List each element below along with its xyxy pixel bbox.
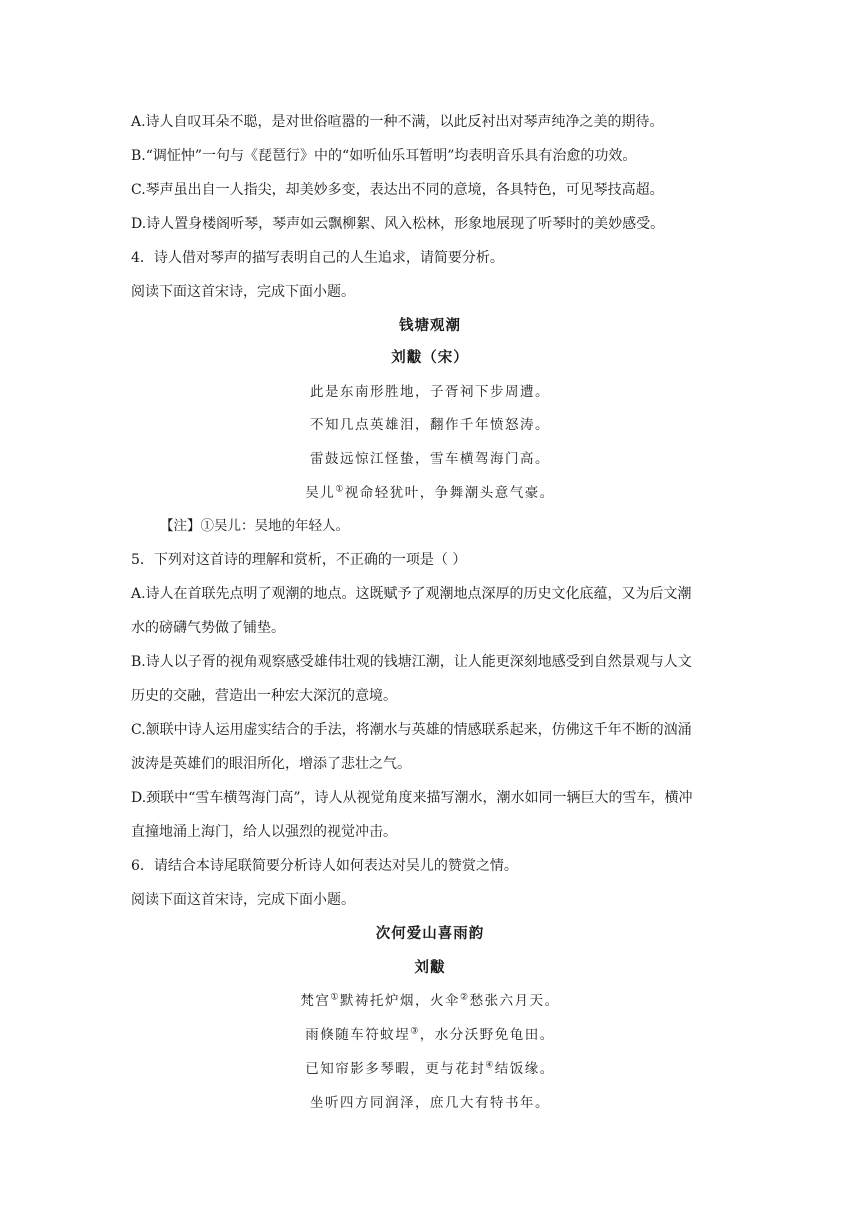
footnote-marker-1: ① bbox=[330, 992, 340, 1003]
poem1-line-2: 不知几点英雄泪，翻作千年愤怒涛。 bbox=[310, 417, 550, 433]
footnote-marker-1: ① bbox=[335, 484, 345, 495]
reading-intro-1: 阅读下面这首宋诗，完成下面小题。 bbox=[131, 284, 355, 300]
poem2-line-1-b: 默祷托炉烟，火伞 bbox=[340, 993, 460, 1009]
poem2-line-1-c: 愁张六月天。 bbox=[469, 993, 560, 1009]
question-4: 4．诗人借对琴声的描写表明自己的人生追求，请简要分析。 bbox=[131, 250, 504, 266]
question-6: 6．请结合本诗尾联简要分析诗人如何表达对吴儿的赞赏之情。 bbox=[131, 858, 518, 874]
reading-intro-2: 阅读下面这首宋诗，完成下面小题。 bbox=[131, 892, 355, 908]
q5-option-b-line-1: B.诗人以子胥的视角观察感受雄伟壮观的钱塘江潮，让人能更深刻地感受到自然景观与人文 bbox=[131, 654, 692, 670]
poem1-line-4 bbox=[0, 483, 860, 503]
poem2-line-1-a: 梵宫 bbox=[300, 993, 331, 1009]
poem1-line-4-post: 视命轻犹叶，争舞潮头意气豪。 bbox=[344, 485, 555, 501]
poem2-line-2-a: 雨倏随车符蚊埕 bbox=[305, 1027, 411, 1043]
poem2-title: 次何爱山喜雨韵 bbox=[375, 925, 485, 942]
footnote-marker-2: ② bbox=[460, 992, 470, 1003]
q3-option-c: C.琴声虽出自一人指尖，却美妙多变，表达出不同的意境，各具特色，可见琴技高超。 bbox=[131, 182, 664, 198]
q5-option-d-line-1: D.颈联中“雪车横驾海门高”，诗人从视觉角度来描写潮水，潮水如同一辆巨大的雪车，横冲 bbox=[131, 790, 693, 806]
q5-option-d-line-2: 直撞地涌上海门，给人以强烈的视觉冲击。 bbox=[131, 824, 397, 840]
q3-option-b: B.“调怔忡”一句与《琵琶行》中的“如听仙乐耳暂明”均表明音乐具有治愈的功效。 bbox=[131, 148, 637, 164]
poem2-line-3-a: 已知帘影多琴暇，更与花封 bbox=[305, 1061, 486, 1077]
poem1-line-3: 雷鼓远惊江怪蛰，雪车横驾海门高。 bbox=[310, 451, 550, 467]
poem1-title: 钱塘观潮 bbox=[399, 317, 461, 334]
q5-option-c-line-2: 波涛是英雄们的眼泪所化，增添了悲壮之气。 bbox=[131, 756, 411, 772]
poem2-line-3-b: 结饭缘。 bbox=[494, 1061, 555, 1077]
q5-option-b-line-2: 历史的交融，营造出一种宏大深沉的意境。 bbox=[131, 688, 397, 704]
q5-option-c-line-1: C.颔联中诗人运用虚实结合的手法，将潮水与英雄的情感联系起来，仿佛这千年不断的汹涌 bbox=[131, 722, 692, 738]
footnote-marker-4: ④ bbox=[485, 1060, 495, 1071]
q5-option-a-line-2: 水的磅礴气势做了铺垫。 bbox=[131, 620, 285, 636]
q5-option-a-line-1: A.诗人在首联先点明了观潮的地点。这既赋予了观潮地点深厚的历史文化底蕴，又为后文潮 bbox=[131, 586, 692, 602]
poem2-line-2 bbox=[0, 1025, 860, 1045]
poem2-line-3 bbox=[0, 1059, 860, 1079]
question-5-stem: 5．下列对这首诗的理解和赏析，不正确的一项是（ ） bbox=[131, 552, 467, 568]
q3-option-a: A.诗人自叹耳朵不聪，是对世俗喧嚣的一种不满，以此反衬出对琴声纯净之美的期待。 bbox=[131, 114, 664, 130]
poem1-author: 刘黻（宋） bbox=[391, 349, 469, 366]
poem2-line-2-b: ，水分沃野免龟田。 bbox=[419, 1027, 555, 1043]
poem1-line-1: 此是东南形胜地，子胥祠下步周遭。 bbox=[310, 384, 550, 400]
poem2-line-4: 坐听四方同润泽，庶几大有特书年。 bbox=[310, 1095, 550, 1111]
footnote-marker-3: ③ bbox=[410, 1026, 420, 1037]
poem1-note: 【注】①吴儿：吴地的年轻人。 bbox=[160, 518, 349, 534]
poem2-author: 刘黻 bbox=[414, 959, 446, 976]
poem2-line-1 bbox=[0, 991, 860, 1011]
q3-option-d: D.诗人置身楼阁听琴，琴声如云飘柳絮、风入松林，形象地展现了听琴时的美妙感受。 bbox=[131, 216, 665, 232]
poem1-line-4-pre: 吴儿 bbox=[305, 485, 336, 501]
